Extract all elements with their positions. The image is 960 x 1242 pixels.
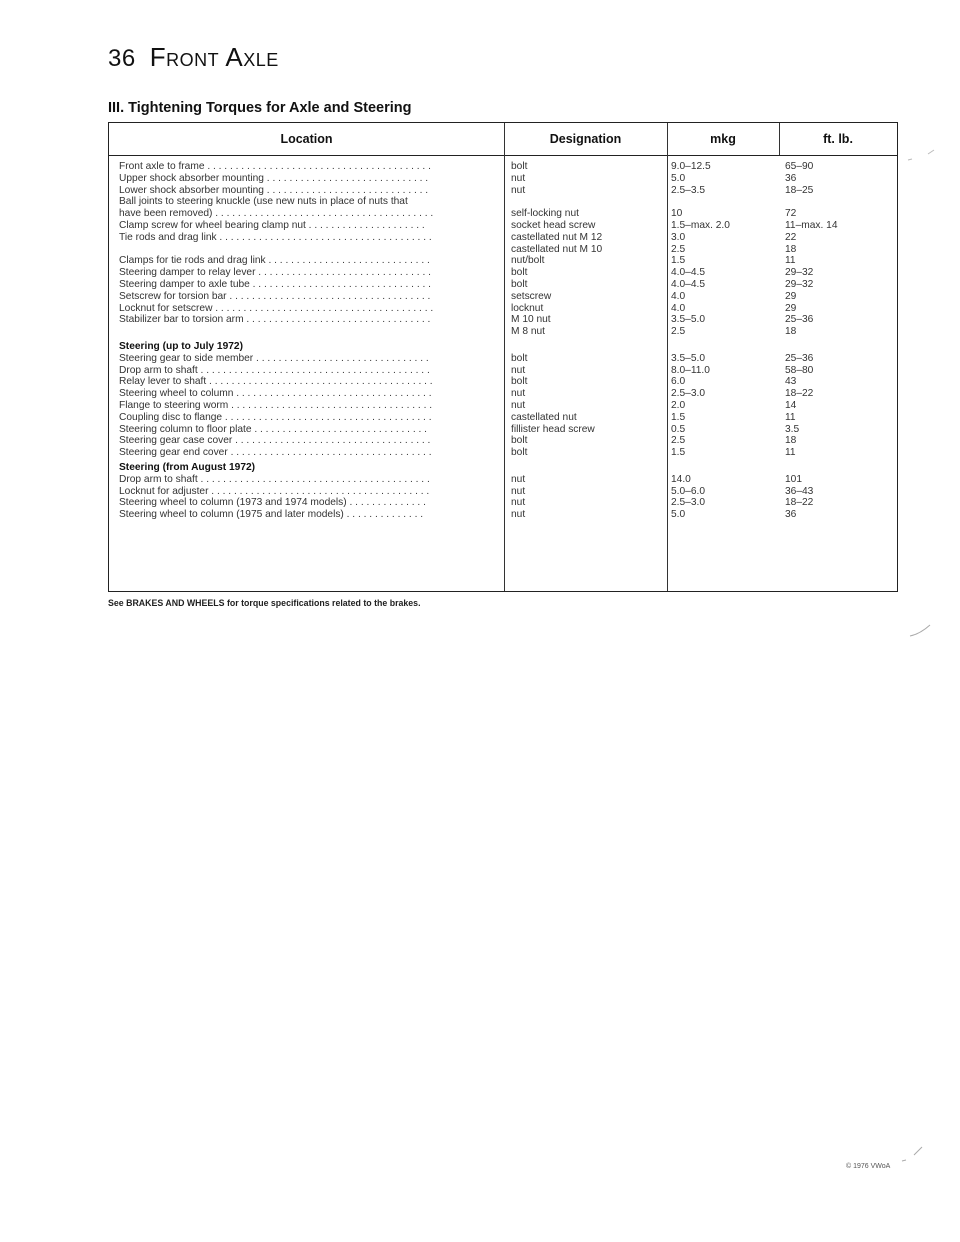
cell-mkg: 10 bbox=[671, 208, 683, 220]
column-header-mkg: mkg bbox=[710, 132, 736, 146]
cell-ftlb: 25–36 bbox=[785, 314, 814, 326]
cell-ftlb: 58–80 bbox=[785, 364, 814, 376]
cell-ftlb: 11–max. 14 bbox=[785, 219, 838, 231]
cell-designation: self-locking nut bbox=[511, 208, 579, 220]
table-row bbox=[109, 400, 897, 412]
cell-mkg: 1.5–max. 2.0 bbox=[671, 219, 730, 231]
table-row bbox=[109, 255, 897, 267]
cell-ftlb: 36 bbox=[785, 509, 797, 521]
cell-location: Steering wheel to column (1973 and 1974 models) . . . . . . . . . . . . . . bbox=[119, 497, 426, 509]
cell-ftlb: 29 bbox=[785, 302, 797, 314]
cell-designation: bolt bbox=[511, 267, 528, 279]
cell-ftlb: 18–22 bbox=[785, 497, 814, 509]
cell-designation: nut bbox=[511, 485, 526, 497]
cell-designation: bolt bbox=[511, 352, 528, 364]
cell-ftlb: 25–36 bbox=[785, 352, 814, 364]
table-row bbox=[109, 365, 897, 377]
table-row bbox=[109, 388, 897, 400]
cell-mkg: 6.0 bbox=[671, 376, 686, 388]
cell-mkg: 2.5–3.0 bbox=[671, 388, 705, 400]
cell-designation: bolt bbox=[511, 161, 528, 172]
cell-mkg: 4.0 bbox=[671, 302, 686, 314]
cell-mkg: 8.0–11.0 bbox=[671, 364, 710, 376]
cell-designation: castellated nut M 10 bbox=[511, 243, 603, 255]
cell-mkg: 0.5 bbox=[671, 423, 686, 435]
cell-ftlb: 36–43 bbox=[785, 485, 814, 497]
footnote: See BRAKES AND WHEELS for torque specifications related to the brakes. bbox=[108, 598, 421, 608]
cell-ftlb: 29–32 bbox=[785, 278, 814, 290]
table-row bbox=[109, 412, 897, 424]
cell-location: Steering (from August 1972) bbox=[119, 461, 256, 473]
cell-ftlb: 14 bbox=[785, 399, 797, 411]
table-row bbox=[109, 220, 897, 232]
cell-mkg: 1.5 bbox=[671, 411, 686, 423]
cell-designation: castellated nut M 12 bbox=[511, 231, 603, 243]
table-section-heading bbox=[109, 462, 897, 474]
cell-location: Clamp screw for wheel bearing clamp nut . . . . . . . . . . . . . . . . . . . . . bbox=[119, 219, 425, 231]
cell-designation: M 8 nut bbox=[511, 326, 545, 338]
cell-designation: locknut bbox=[511, 302, 544, 314]
scan-mark bbox=[908, 622, 932, 640]
table-row bbox=[109, 291, 897, 303]
column-header-ftlb: ft. lb. bbox=[823, 132, 853, 146]
cell-location: Steering gear case cover . . . . . . . . . . . . . . . . . . . . . . . . . . . . . . . . . . . bbox=[119, 435, 431, 447]
cell-location: Stabilizer bar to torsion arm . . . . . . . . . . . . . . . . . . . . . . . . . . . . . . . . . bbox=[119, 314, 431, 326]
table-row bbox=[109, 353, 897, 365]
cell-ftlb: 18–22 bbox=[785, 388, 814, 400]
cell-mkg: 2.5–3.5 bbox=[671, 184, 705, 196]
cell-ftlb: 11 bbox=[785, 255, 796, 267]
cell-location: Clamps for tie rods and drag link . . . . . . . . . . . . . . . . . . . . . . . . . . . . . bbox=[119, 255, 430, 267]
table-row bbox=[109, 208, 897, 220]
cell-mkg: 3.5–5.0 bbox=[671, 314, 705, 326]
cell-mkg: 5.0 bbox=[671, 509, 686, 521]
table-row bbox=[109, 435, 897, 447]
cell-location: Upper shock absorber mounting . . . . . . . . . . . . . . . . . . . . . . . . . . . . . bbox=[119, 172, 429, 184]
cell-designation: nut bbox=[511, 184, 526, 196]
cell-ftlb: 72 bbox=[785, 208, 797, 220]
cell-mkg: 4.0–4.5 bbox=[671, 278, 705, 290]
cell-designation: setscrew bbox=[511, 290, 552, 302]
chapter-title: Front Axle bbox=[149, 42, 279, 72]
table-row bbox=[109, 303, 897, 315]
column-divider bbox=[779, 123, 780, 155]
copyright-notice: © 1976 VWoA bbox=[846, 1163, 891, 1170]
cell-designation: bolt bbox=[511, 376, 528, 388]
table-row bbox=[109, 267, 897, 279]
cell-location: Steering gear end cover . . . . . . . . . . . . . . . . . . . . . . . . . . . . . . . . . . . . bbox=[119, 447, 432, 459]
cell-designation: fillister head screw bbox=[511, 423, 595, 435]
cell-designation: nut bbox=[511, 399, 526, 411]
cell-ftlb: 22 bbox=[785, 231, 797, 243]
cell-mkg: 4.0 bbox=[671, 290, 686, 302]
cell-ftlb: 18–25 bbox=[785, 184, 814, 196]
cell-location: Relay lever to shaft . . . . . . . . . . . . . . . . . . . . . . . . . . . . . . . . . . . . . . . . bbox=[119, 376, 433, 388]
column-header-designation: Designation bbox=[549, 132, 622, 146]
cell-location: Tie rods and drag link . . . . . . . . . . . . . . . . . . . . . . . . . . . . . . . . . . . . . . bbox=[119, 231, 432, 243]
table-row bbox=[109, 326, 897, 338]
section-title: III. Tightening Torques for Axle and Steering bbox=[108, 100, 412, 116]
cell-location: Coupling disc to flange . . . . . . . . . . . . . . . . . . . . . . . . . . . . . . . . . . . . . bbox=[119, 411, 432, 423]
cell-location: Front axle to frame . . . . . . . . . . . . . . . . . . . . . . . . . . . . . . . . . . . . . . . . bbox=[119, 161, 431, 172]
cell-mkg: 3.5–5.0 bbox=[671, 352, 705, 364]
cell-location: Flange to steering worm . . . . . . . . . . . . . . . . . . . . . . . . . . . . . . . . . . . . bbox=[119, 399, 433, 411]
cell-mkg: 1.5 bbox=[671, 255, 686, 267]
cell-designation: nut bbox=[511, 388, 526, 400]
table-row bbox=[109, 232, 897, 244]
cell-location: have been removed) . . . . . . . . . . . . . . . . . . . . . . . . . . . . . . . . . . . . . . . bbox=[119, 208, 434, 220]
cell-designation: nut bbox=[511, 473, 526, 485]
cell-ftlb: 18 bbox=[785, 243, 797, 255]
cell-designation: bolt bbox=[511, 278, 528, 290]
cell-ftlb: 101 bbox=[785, 473, 802, 485]
cell-ftlb: 11 bbox=[785, 411, 796, 423]
cell-designation: bolt bbox=[511, 435, 528, 447]
cell-location: Steering gear to side member . . . . . . . . . . . . . . . . . . . . . . . . . . . . . . . bbox=[119, 352, 429, 364]
cell-location: Ball joints to steering knuckle (use new nuts in place of nuts that bbox=[119, 196, 408, 208]
column-header-location: Location bbox=[280, 132, 333, 146]
torque-table bbox=[108, 122, 898, 592]
table-row bbox=[109, 497, 897, 509]
cell-location: Steering damper to relay lever . . . . . . . . . . . . . . . . . . . . . . . . . . . . . . . bbox=[119, 267, 431, 279]
scan-mark bbox=[900, 1145, 924, 1165]
cell-designation: nut bbox=[511, 172, 526, 184]
cell-location: Setscrew for torsion bar . . . . . . . . . . . . . . . . . . . . . . . . . . . . . . . . . . . . bbox=[119, 290, 431, 302]
cell-location: Drop arm to shaft . . . . . . . . . . . . . . . . . . . . . . . . . . . . . . . . . . . . . . . . . bbox=[119, 364, 430, 376]
cell-mkg: 9.0–12.5 bbox=[671, 161, 711, 172]
table-row bbox=[109, 447, 897, 459]
cell-mkg: 5.0–6.0 bbox=[671, 485, 705, 497]
cell-designation: nut bbox=[511, 509, 526, 521]
table-row bbox=[109, 424, 897, 436]
cell-mkg: 4.0–4.5 bbox=[671, 267, 705, 279]
table-row bbox=[109, 185, 897, 197]
cell-ftlb: 65–90 bbox=[785, 161, 814, 172]
page-header bbox=[108, 42, 279, 73]
cell-ftlb: 18 bbox=[785, 435, 797, 447]
table-row bbox=[109, 474, 897, 486]
scan-mark bbox=[906, 148, 936, 164]
table-row bbox=[109, 173, 897, 185]
table-row bbox=[109, 486, 897, 498]
cell-designation: nut bbox=[511, 497, 526, 509]
table-section-heading bbox=[109, 341, 897, 353]
table-row bbox=[109, 314, 897, 326]
cell-location: Drop arm to shaft . . . . . . . . . . . . . . . . . . . . . . . . . . . . . . . . . . . . . . . . . bbox=[119, 473, 430, 485]
cell-location: Lower shock absorber mounting . . . . . . . . . . . . . . . . . . . . . . . . . . . . . bbox=[119, 184, 429, 196]
cell-mkg: 2.5 bbox=[671, 435, 686, 447]
cell-mkg: 1.5 bbox=[671, 447, 686, 459]
cell-designation: nut/bolt bbox=[511, 255, 545, 267]
cell-ftlb: 29–32 bbox=[785, 267, 814, 279]
cell-ftlb: 36 bbox=[785, 172, 797, 184]
table-row bbox=[109, 196, 897, 208]
table-row bbox=[109, 376, 897, 388]
table-row bbox=[109, 509, 897, 521]
cell-mkg: 14.0 bbox=[671, 473, 691, 485]
cell-ftlb: 43 bbox=[785, 376, 797, 388]
cell-location: Steering wheel to column . . . . . . . . . . . . . . . . . . . . . . . . . . . . . . . . . . . bbox=[119, 388, 432, 400]
cell-designation: nut bbox=[511, 364, 526, 376]
table-row bbox=[109, 244, 897, 256]
cell-ftlb: 18 bbox=[785, 326, 797, 338]
cell-mkg: 5.0 bbox=[671, 172, 686, 184]
cell-location: Locknut for adjuster . . . . . . . . . . . . . . . . . . . . . . . . . . . . . . . . . . . . . . . bbox=[119, 485, 430, 497]
cell-ftlb: 29 bbox=[785, 290, 797, 302]
cell-location: Steering wheel to column (1975 and later models) . . . . . . . . . . . . . . bbox=[119, 509, 424, 521]
cell-location: Steering column to floor plate . . . . . . . . . . . . . . . . . . . . . . . . . . . . . . . bbox=[119, 423, 427, 435]
cell-mkg: 2.5 bbox=[671, 326, 686, 338]
cell-ftlb: 3.5 bbox=[785, 423, 800, 435]
cell-location: Locknut for setscrew . . . . . . . . . . . . . . . . . . . . . . . . . . . . . . . . . . . . . . . bbox=[119, 302, 434, 314]
cell-location: Steering (up to July 1972) bbox=[119, 340, 243, 352]
cell-ftlb: 11 bbox=[785, 447, 796, 459]
table-row bbox=[109, 279, 897, 291]
cell-mkg: 3.0 bbox=[671, 231, 686, 243]
page-number: 36 bbox=[108, 45, 136, 72]
cell-designation: bolt bbox=[511, 447, 528, 459]
cell-designation: castellated nut bbox=[511, 411, 577, 423]
cell-location: Steering damper to axle tube . . . . . . . . . . . . . . . . . . . . . . . . . . . . . . . . bbox=[119, 278, 431, 290]
cell-mkg: 2.5 bbox=[671, 243, 686, 255]
cell-designation: M 10 nut bbox=[511, 314, 551, 326]
table-body bbox=[109, 161, 897, 521]
cell-mkg: 2.0 bbox=[671, 399, 686, 411]
cell-designation: socket head screw bbox=[511, 219, 596, 231]
table-row bbox=[109, 161, 897, 173]
cell-mkg: 2.5–3.0 bbox=[671, 497, 705, 509]
